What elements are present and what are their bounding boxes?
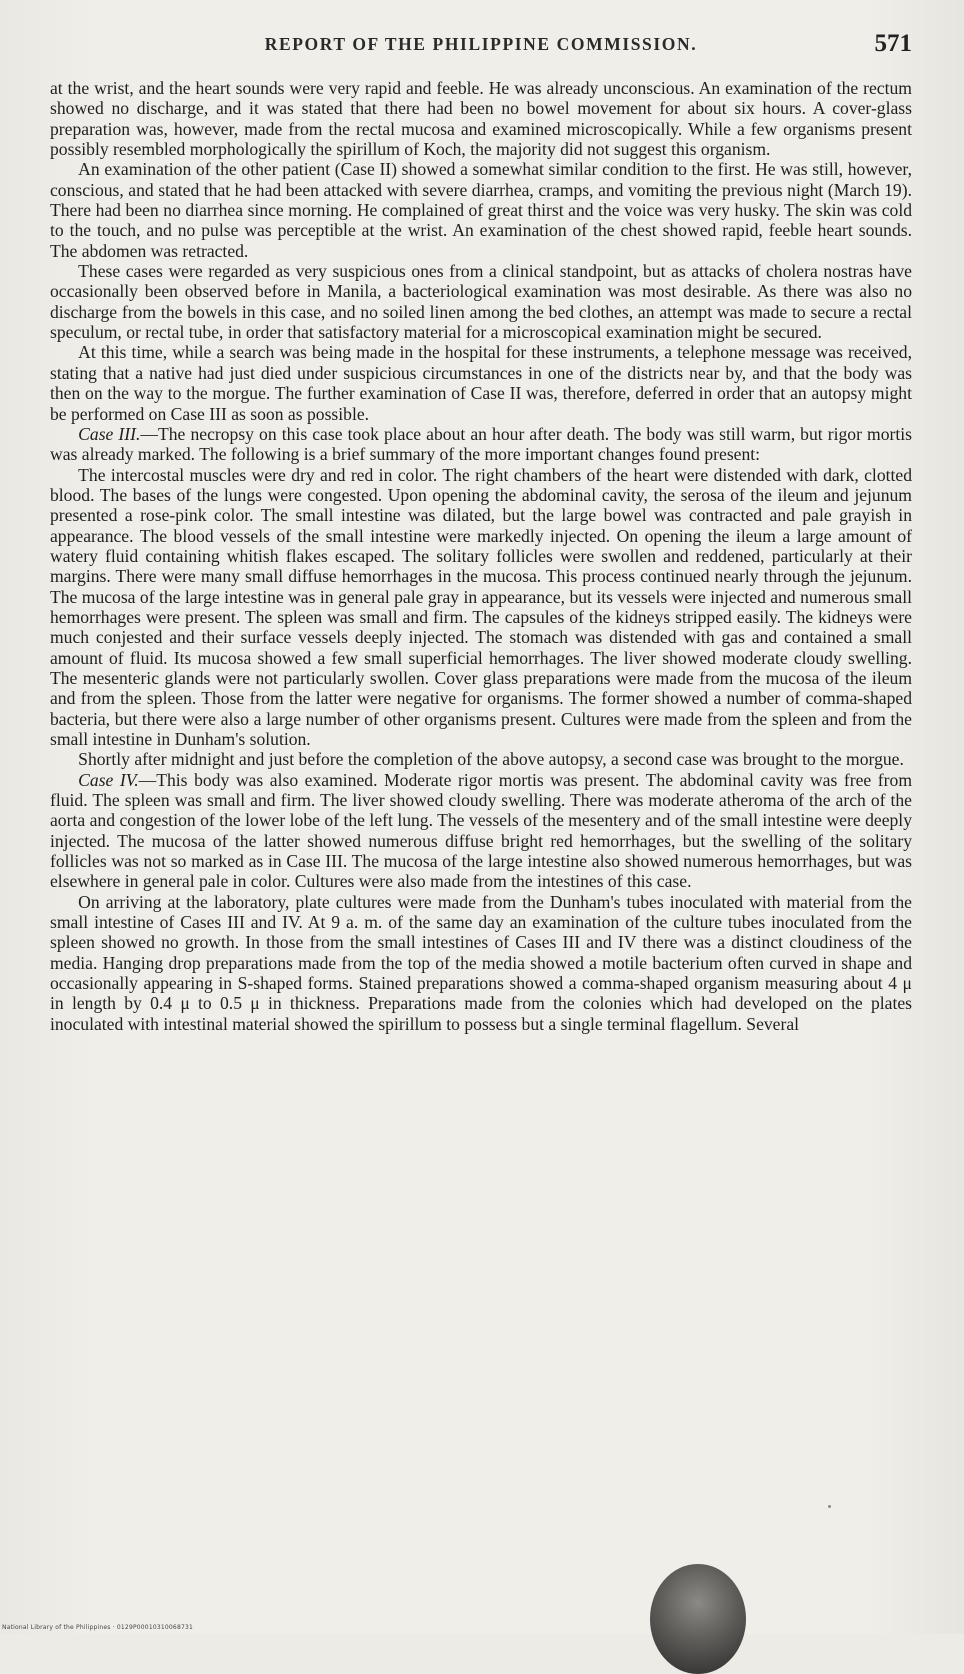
paragraph-text: On arriving at the laboratory, plate cultures were made from the Dunham's tubes inoculated with material from the small intestine of Cases III and IV. At 9 a. m. of the same day an examination of the culture tubes inoculated from the spleen showed no growth. In those from the small intestines of Cases III and IV there was a distinct cloudiness of the media. Hanging drop preparations made from the top of the media showed a motile bacterium often curved in shape and occasionally appearing in S-shaped forms. Stained preparations showed a comma-shaped organism measuring about 4 μ in length by 0.4 μ to 0.5 μ in thickness. Preparations made from the colonies which had developed on the plates inoculated with intestinal material showed the spirillum to possess but a single terminal flagellum. Several [50,891,912,1034]
paragraph-text: An examination of the other patient (Case II) showed a somewhat similar condition to the first. He was still, however, conscious, and stated that he had been attacked with severe diarrhea, cramps, and vomiting the previous night (March 19). There had been no diarrhea since morning. He complained of great thirst and the voice was very husky. The skin was cold to the touch, and no pulse was perceptible at the wrist. An examination of the chest showed rapid, feeble heart sounds. The abdomen was retracted. [50,159,912,261]
paragraph-text: These cases were regarded as very suspicious ones from a clinical standpoint, but as attacks of cholera nostras have occasionally been observed before in Manila, a bacteriological examination was most desirable. As there was also no discharge from the bowels in this case, and no soiled linen among the bed clothes, an attempt was made to secure a rectal speculum, or rectal tube, in order that satisfactory material for a microscopical examination might be secured. [50,261,912,343]
paragraph-text: —The necropsy on this case took place about an hour after death. The body was still warm, but rigor mortis was already marked. The following is a brief summary of the more important changes found present: [50,423,912,465]
paragraph-3 [50,261,912,342]
scan-speck [828,1505,831,1508]
page-number: 571 [874,30,912,57]
paragraph-2 [50,159,912,261]
paragraph-text: At this time, while a search was being made in the hospital for these instruments, a telephone message was received, stating that a native had just died under suspicious circumstances in one of the districts near by, and that the body was then on the way to the morgue. The further examination of Case II was, therefore, deferred in order that an autopsy might be performed on Case III as soon as possible. [50,342,912,424]
paragraph-8 [50,770,912,892]
paragraph-6 [50,465,912,750]
paragraph-1 [50,78,912,159]
paragraph-7 [50,749,912,769]
scanner-thumb-shadow [650,1564,746,1674]
body-text [50,78,912,1034]
paragraph-text: The intercostal muscles were dry and red in color. The right chambers of the heart were distended with dark, clotted blood. The bases of the lungs were congested. Upon opening the abdominal cavity, the serosa of the ileum and jejunum presented a rose-pink color. The small intestine was dilated, but the large bowel was contracted and pale grayish in appearance. The blood vessels of the small intestine were markedly injected. On opening the ileum a large amount of watery fluid containing whitish flakes escaped. The solitary follicles were swollen and reddened, particularly at their margins. There were many small diffuse hemorrhages in the mucosa. This process continued nearly through the jejunum. The mucosa of the large intestine was in general pale gray in appearance, but its vessels were injected and numerous small hemorrhages were present. The spleen was small and firm. The capsules of the kidneys stripped easily. The kidneys were much conjested and their surface vessels deeply injected. The stomach was distended with gas and contained a small amount of fluid. Its mucosa showed a few small superficial hemorrhages. The liver showed moderate cloudy swelling. The mesenteric glands were not particularly swollen. Cover glass preparations were made from the mucosa of the ileum and from the spleen. Those from the latter were negative for organisms. The former showed a number of comma-shaped bacteria, but there were also a large number of other organisms present. Cultures were made from the spleen and from the small intestine in Dunham's solution. [50,464,912,749]
case-heading: Case IV. [78,769,139,790]
scan-identifier: National Library of the Philippines · 0129P00010310068731 [2,1624,194,1631]
paragraph-text: Shortly after midnight and just before the completion of the above autopsy, a second case was brought to the morgue. [78,749,904,770]
paragraph-9 [50,892,912,1034]
paragraph-4 [50,342,912,423]
case-heading: Case III. [78,423,141,444]
paragraph-text: at the wrist, and the heart sounds were very rapid and feeble. He was already unconscious. An examination of the rectum showed no discharge, and it was stated that there had been no bowel movement for about six hours. A cover-glass preparation was, however, made from the rectal mucosa and examined microscopically. While a few organisms present possibly resembled morphologically the spirillum of Koch, the majority did not suggest this organism. [50,78,912,160]
paragraph-text: —This body was also examined. Moderate rigor mortis was present. The abdominal cavity was free from fluid. The spleen was small and firm. The liver showed cloudy swelling. There was moderate atheroma of the arch of the aorta and congestion of the lower lobe of the left lung. The vessels of the mesentery and of the small intestine were deeply injected. The mucosa of the latter showed numerous diffuse bright red hemorrhages, but the swelling of the solitary follicles was not so marked as in Case III. The mucosa of the large intestine also showed numerous hemorrhages, but was elsewhere in general pale in color. Cultures were also made from the intestines of this case. [50,769,912,892]
paragraph-5 [50,424,912,465]
running-head [50,30,912,58]
running-title: REPORT OF THE PHILIPPINE COMMISSION. [264,34,698,54]
